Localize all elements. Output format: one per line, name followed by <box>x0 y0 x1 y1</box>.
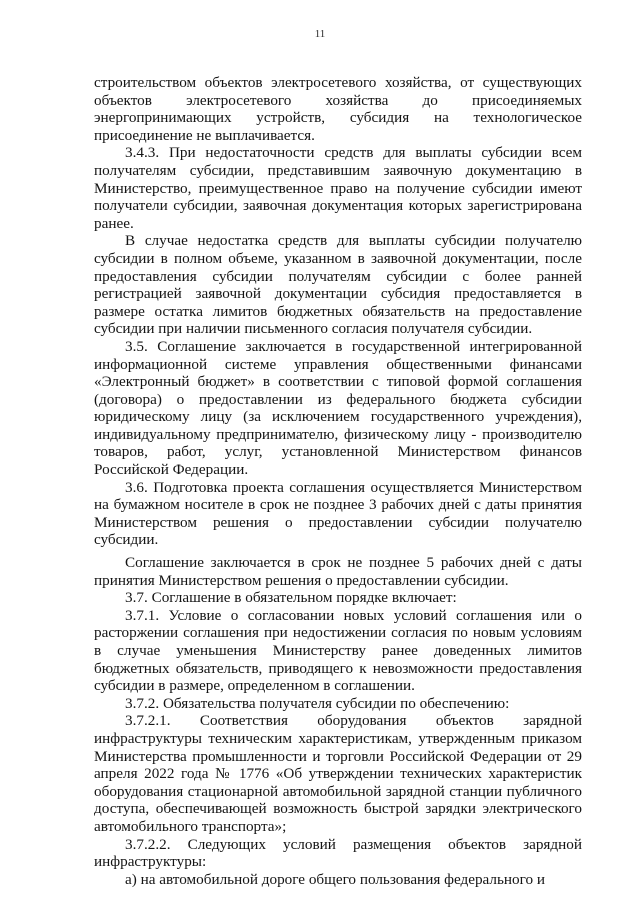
paragraph-3-7-2: 3.7.2. Обязательства получателя субсидии по обеспечению: <box>125 694 510 712</box>
paragraph-3-7-1: 3.7.1. Условие о согласовании новых условий соглашения или о расторжении соглашения при недостижении согласия по новым условиям в случае уменьшения Министерству ранее доведенных лимитов бюджетных обязательств, приводящего к невозможности предоставления субсидии в размере, определенном в соглашении. <box>94 606 582 695</box>
paragraph-3-6: 3.6. Подготовка проекта соглашения осуществляется Министерством на бумажном носителе в срок не позднее 3 рабочих дней с даты принятия Министерством решения о предоставлении субсидии получателю субсидии. <box>94 478 582 549</box>
paragraph-continuation: строительством объектов электросетевого хозяйства, от существующих объектов электросетевого хозяйства до присоединяемых энергопринимающих устройств, субсидия на технологическое присоединение не выплачивается. <box>94 74 582 144</box>
page-number: 11 <box>314 28 326 40</box>
document-body <box>94 74 582 888</box>
paragraph-3-4-3: 3.4.3. При недостаточности средств для выплаты субсидии всем получателям субсидии, представившим заявочную документацию в Министерство, преимущественное право на получение субсидии имеют получатели субсидии, заявочная документация которых зарегистрирована ранее. <box>94 144 582 232</box>
paragraph-3-7-2-1: 3.7.2.1. Соответствия оборудования объектов зарядной инфраструктуры техническим характеристикам, утвержденным приказом Министерства промышленности и торговли Российской Федерации от 29 апреля 2022 года № 1776 «Об утверждении технических характеристик оборудования стационарной автомобильной зарядной станции публичного доступа, обеспечивающей возможность быстрой зарядки электрического автомобильного транспорта»; <box>94 712 582 835</box>
paragraph-agreement-term: Соглашение заключается в срок не позднее 5 рабочих дней с даты принятия Министерством решения о предоставлении субсидии. <box>94 554 582 589</box>
paragraph-3-5: 3.5. Соглашение заключается в государственной интегрированной информационной системе управления общественными финансами «Электронный бюджет» в соответствии с типовой формой соглашения (договора) о предоставлении из федерального бюджета субсидии юридическому лицу (за исключением государственного учреждения), индивидуальному предпринимателю, физическому лицу - производителю товаров, работ, услуг, установленной Министерством финансов Российской Федерации. <box>94 337 582 479</box>
paragraph-3-7: 3.7. Соглашение в обязательном порядке включает: <box>125 589 457 607</box>
paragraph-item-a: а) на автомобильной дороге общего пользования федерального и <box>125 870 546 888</box>
paragraph-insufficient-funds: В случае недостатка средств для выплаты субсидии получателю субсидии в полном объеме, указанном в заявочной документации, после предоставления субсидии получателям субсидии с более ранней регистрацией заявочной документации субсидия предоставляется в размере остатка лимитов бюджетных обязательств на предоставление субсидии при наличии письменного согласия получателя субсидии. <box>94 232 582 338</box>
paragraph-3-7-2-2: 3.7.2.2. Следующих условий размещения объектов зарядной инфраструктуры: <box>94 835 582 871</box>
